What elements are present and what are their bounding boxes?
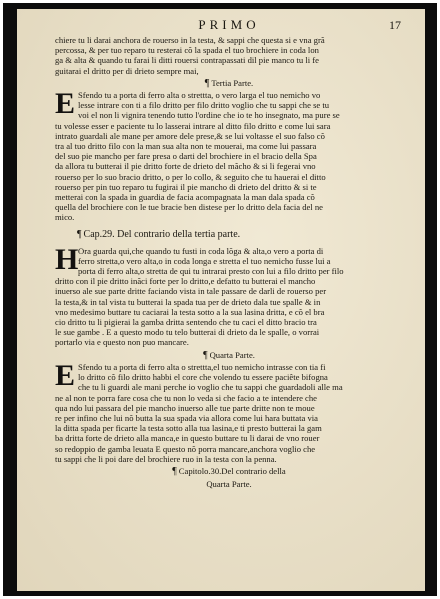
text-line: dritto con il pie dritto inãci forte per lo dritto,e defatto tu butterai el mancho: [55, 276, 316, 287]
text-line: intrato guardali ale mane per amore dele prese,& se lui voltasse el suo falso cõ: [55, 130, 325, 141]
text-line: rouerso per pin tuo reparo tu fugirai il pie mancho di drieto del dritto & si te: [55, 181, 317, 192]
pilcrow-icon: ¶: [77, 228, 82, 240]
drop-cap: E: [55, 87, 76, 121]
text-line: le sue gambe . E a questo modo tu telo butterai di drieto da le spalle, o vorrai: [55, 327, 320, 338]
text-line: quella del brochiere con le tue bracie ben distese per lo dritto dela facia del ne: [55, 202, 323, 213]
chapter-heading-29: [55, 228, 403, 242]
section-heading-quarta: [55, 350, 403, 361]
page-text: [55, 15, 403, 489]
text-line: ferro stretta,o vero alta,o in coda longa e stretta el tuo nemicho fusse lui a: [78, 255, 331, 266]
text-line: voi el non li vignira tenendo tutto l'ordine che io te ho insegnato, ma pure se: [78, 110, 340, 121]
chapter-subheading-30: Quarta Parte.: [206, 479, 252, 490]
text-line: metterai con la spada in guardia de facia acompagnata la man dala spada cõ: [55, 192, 315, 203]
text-line: la ditta spada per ficarte la testa sotto alla tua lasina,e ti presto butterai la gam: [55, 423, 322, 434]
text-line: che tu li guardi ale mani perche io voglio che tu sappi che guardadoli alle ma: [78, 382, 343, 393]
text-line: rouerso per lo suo bracio dritto, o per lo collo, & seguito che tu hauerai el ditto: [55, 171, 326, 182]
text-line: portarlo via e questo non puo mancare.: [55, 337, 189, 348]
section-heading-tertia: [55, 78, 403, 89]
text-line: tu sappi che li poi dare del brochiere ruo in la testa con la penna.: [55, 453, 277, 464]
text-line: lesse intrare con ti a filo dritto per filo dritto voglio che tu sappi che se tu: [78, 100, 330, 111]
book-page: [17, 9, 425, 591]
text-line: mico.: [55, 212, 75, 223]
heading-text: Quarta Parte.: [209, 349, 255, 360]
pilcrow-icon: ¶: [172, 465, 177, 477]
paragraph-continuation: [55, 35, 403, 76]
text-line: del suo pie mancho per fare presa o darti del brochiere in el bracio della Spa: [55, 151, 317, 162]
pilcrow-icon: ¶: [204, 77, 210, 89]
text-line: vno medesimo buttare tu caciarai la testa sotto a la sua lasina dritta, e cõ el bra: [55, 306, 325, 317]
heading-text: Cap.29. Del contrario della tertia parte.: [83, 228, 241, 240]
text-line: ne al non te porra fare cosa che tu non lo veda si che facio a te intendere che: [55, 392, 317, 403]
text-line: percossa, & per tuo reparo tu resterai cõ la spada el tuo brochiere in coda lon: [55, 45, 319, 56]
drop-cap: E: [55, 358, 76, 392]
text-line: re per infino che lui nõ butta la sua spada via allora come lui hara buttata via: [55, 412, 318, 423]
text-line: guitarai el dritto per di drieto sempre mai,: [55, 65, 199, 76]
text-line: tra al tuo dritto filo con la man sua alta non te mouerai, ma come lui passara: [55, 141, 317, 152]
text-line: qua ndo lui passara del pie mancho inuerso alle tue parte dritte non te moue: [55, 402, 315, 413]
text-line: ga & alta & quando tu farai li ditti rouersi contrapassati dil pie manco tu li fe: [55, 55, 319, 66]
page-number: 17: [389, 18, 401, 32]
heading-text: Capitolo.30.Del contrario della: [178, 465, 286, 476]
pilcrow-icon: ¶: [203, 349, 208, 361]
text-line: da allora tu butterai il pie dritto forte de drieto del mãcho & si li fegerai vno: [55, 161, 316, 172]
scan-frame: [3, 3, 437, 596]
paragraph-quarta: [55, 358, 403, 464]
text-line: chiere tu li darai anchora de rouerso in la testa, & sappi che questa si e vna grã: [55, 35, 325, 45]
text-line: ba dritta forte de drieto alla manca,e in questo buttare tu li darai de vno rouer: [55, 433, 320, 444]
heading-text: Tertia Parte.: [211, 77, 254, 88]
text-line: Sfendo tu a porta di ferro alta o strettta, o vero larga el tuo nemicho vo: [78, 90, 321, 101]
paragraph-tertia: [55, 87, 403, 223]
text-line: Ora guarda qui,che quando tu fusti in coda lõga & alta,o vero a porta di: [78, 245, 324, 256]
text-line: inuerso ale sue parte dritte faciando vista in tale passare de darli de rouerso per: [55, 286, 327, 297]
text-line: porta di ferro alta,o stretta de qui tu intrarai presto con lui a filo dritto per filo: [78, 266, 344, 277]
text-line: tu volesse esser e paciente tu lo lasserai intrare al ditto filo dritto e come lui sara: [55, 120, 331, 131]
running-header: [55, 15, 403, 35]
text-line: la testa,& in tal vista tu butterai la spada tua per de drieto dala tue spalle & in: [55, 296, 321, 307]
header-title: PRIMO: [198, 17, 260, 32]
text-line: lo dritto cõ filo dritto habbi el core che volendo tu essere paciête bifogna: [78, 372, 328, 383]
paragraph-contrario-tertia: [55, 242, 403, 348]
drop-cap: H: [55, 242, 79, 276]
text-line: cio dritto tu li pigierai la gamba dritta sentendo che tu caci el ditto bracio tra: [55, 317, 317, 328]
chapter-heading-30: [55, 466, 403, 477]
text-line: Sfendo tu a porta di ferro alta o strettta,el tuo nemicho intrasse con tia fi: [78, 361, 326, 372]
text-line: so redoppio de gamba leuata E questo nõ porra mancare,anchora voglio che: [55, 443, 316, 454]
